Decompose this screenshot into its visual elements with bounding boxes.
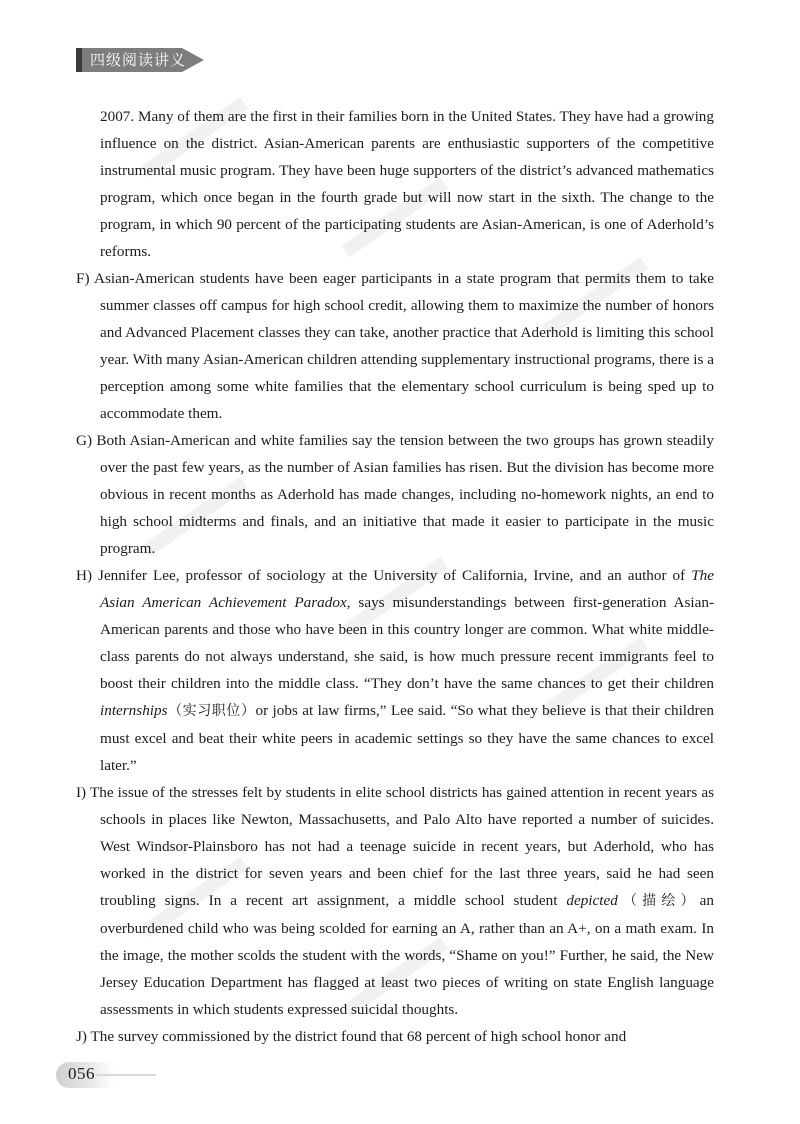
footer-line [96,1074,156,1076]
paragraph-e-continued: 2007. Many of them are the first in their families born in the United States. They have had a growing influence on the district. Asian-American parents are enthusiastic supporters of the competitive instrumental music program. They have been huge supporters of the district’s advanced mathematics program, which once began in the fourth grade but will now start in the sixth. The change to the program, in which 90 percent of the participating students are Asian-American, is one of Aderhold’s reforms. [100,108,714,260]
page-footer [56,1062,128,1088]
book-title: The Asian American Achievement Paradox [100,567,714,611]
gloss-depicted: （描绘） [617,893,700,909]
paragraph-i [76,779,714,1023]
page-number: 056 [68,1064,95,1083]
paragraph-h [76,562,714,779]
header-title: 四级阅读讲义 [90,51,187,69]
paragraph-h-text-3: or jobs at law firms,” Lee said. “So what they believe is that their children must excel and beat their white peers in academic settings so they have the same chances to excel later.” [100,702,714,774]
gloss-internships: （实习职位） [167,703,256,719]
article-body [76,103,714,1050]
paragraph-h-text-1: H) Jennifer Lee, professor of sociology at the University of California, Irvine, and an author of [76,567,692,584]
vocab-depicted: depicted [566,892,618,909]
paragraph-j: J) The survey commissioned by the district found that 68 percent of high school honor and [76,1028,627,1045]
paragraph-h-text-2: , says misunderstandings between first-generation Asian-American parents and those who have been in this country longer are common. What white middle-class parents do not always understand, she said, is how much pressure recent immigrants feel to boost their children into the middle class. “They don’t have the same chances to get their children [100,594,714,692]
paragraph-g: G) Both Asian-American and white families say the tension between the two groups has grown steadily over the past few years, as the number of Asian families has risen. But the division has become more obvious in recent months as Aderhold has made changes, including no-homework nights, an end to high school midterms and finals, and an initiative that made it easier to participate in the music program. [76,432,714,557]
paragraph-i-text-1: I) The issue of the stresses felt by students in elite school districts has gained attention in recent years as schools in places like Newton, Massachusetts, and Palo Alto have reported a number of suicides. West Windsor-Plainsboro has not had a teenage suicide in recent years, but Aderhold, who has worked in the district for seven years and been chief for the last three years, said he had seen troubling signs. In a recent art assignment, a middle school student [76,784,714,909]
paragraph-i-text-2: an overburdened child who was being scolded for earning an A, rather than an A+, on a math exam. In the image, the mother scolds the student with the words, “Shame on you!” Further, he said, the New Jersey Education Department has flagged at least two pieces of writing on state English language assessments in which students expressed suicidal thoughts. [100,892,714,1018]
paragraph-f: F) Asian-American students have been eager participants in a state program that permits them to take summer classes off campus for high school credit, allowing them to maximize the number of honors and Advanced Placement classes they can take, another practice that Aderhold is limiting this school year. With many Asian-American children attending supplementary instructional programs, there is a perception among some white families that the elementary school curriculum is being sped up to accommodate them. [76,270,714,422]
vocab-internships: internships [100,702,168,719]
header-bar [76,48,82,72]
